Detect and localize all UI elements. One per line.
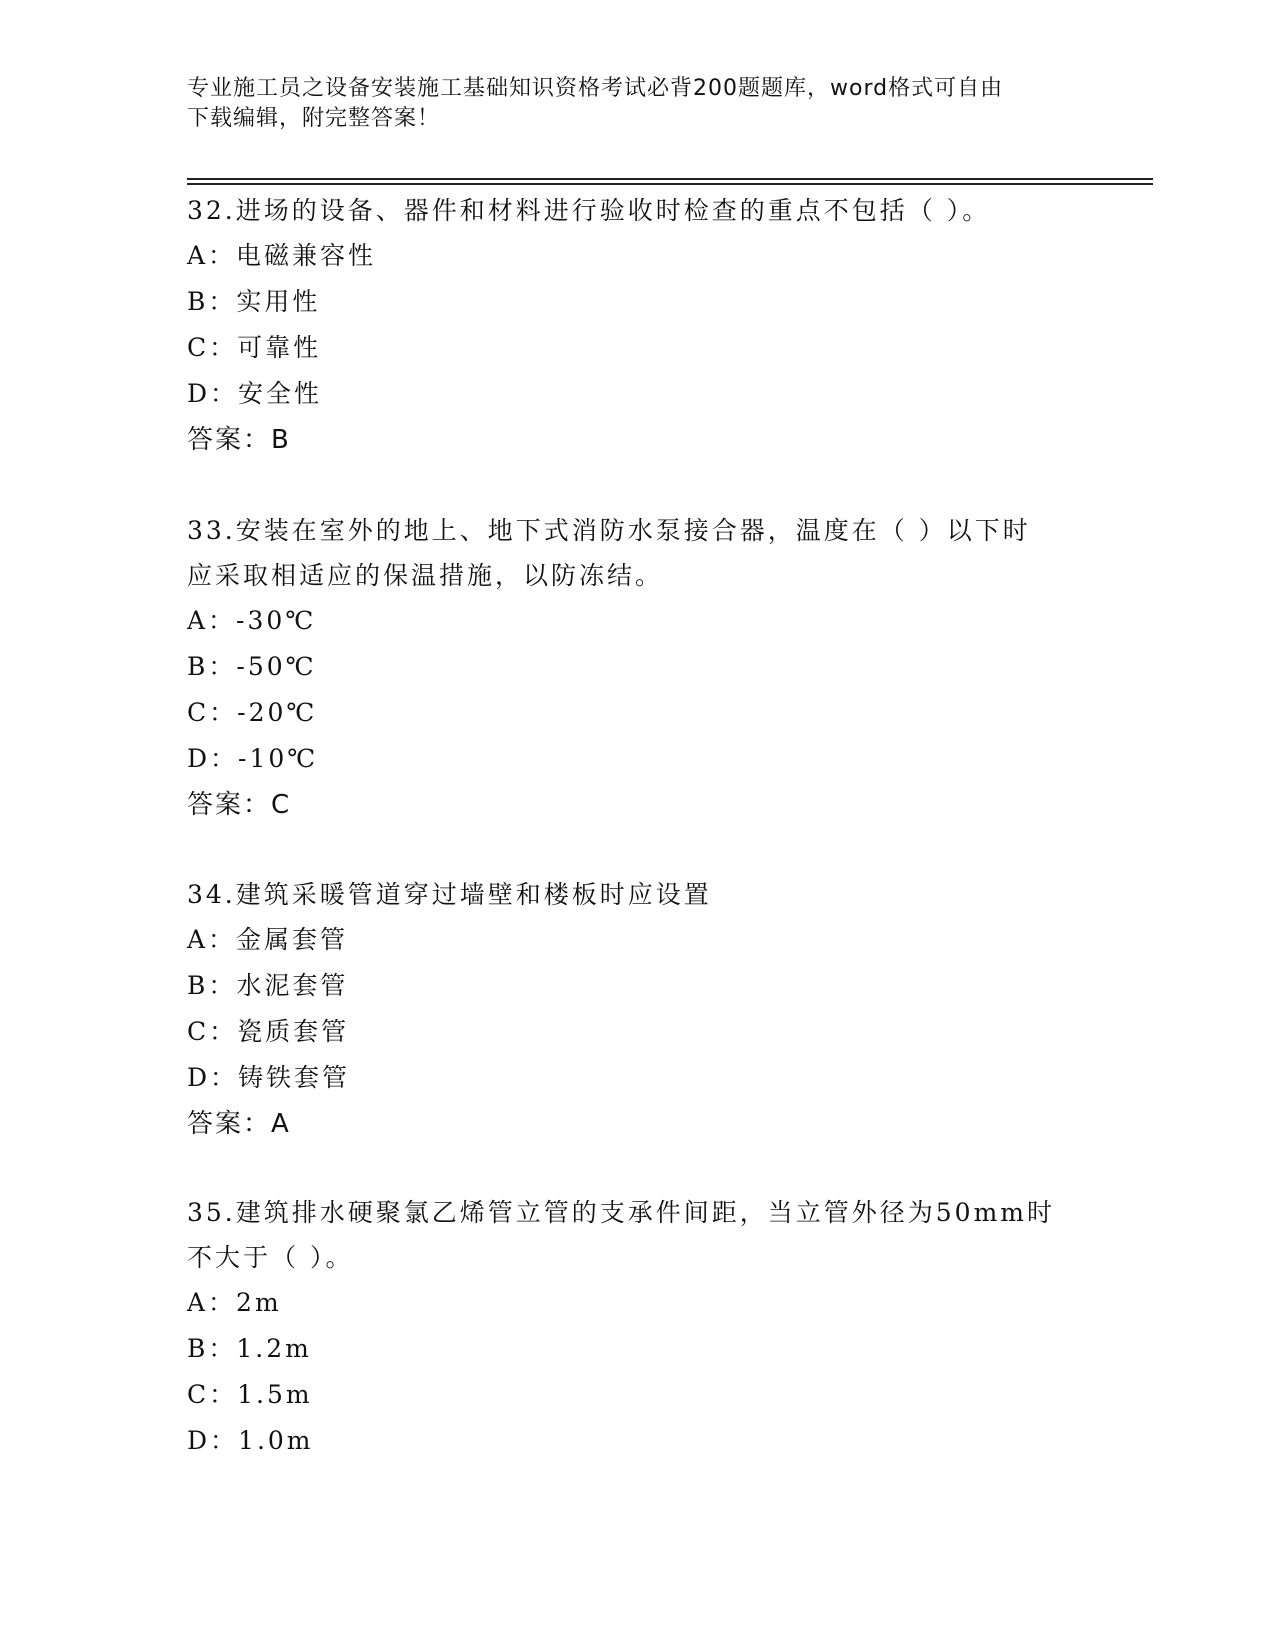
answer: 答案：C bbox=[187, 790, 292, 820]
question-33 bbox=[187, 508, 1067, 828]
question-stem: 34.建筑采暖管道穿过墙壁和楼板时应设置 bbox=[187, 880, 712, 909]
option-a: A：-30℃ bbox=[187, 606, 317, 635]
question-stem: 32.进场的设备、器件和材料进行验收时检查的重点不包括（ ）。 bbox=[187, 196, 991, 225]
question-stem-line-2: 应采取相适应的保温措施，以防冻结。 bbox=[187, 561, 664, 590]
option-b: B：水泥套管 bbox=[187, 971, 349, 1000]
option-c: C：瓷质套管 bbox=[187, 1017, 350, 1046]
option-a: A：电磁兼容性 bbox=[187, 241, 377, 270]
option-d: D：安全性 bbox=[187, 379, 323, 408]
header-line-1: 专业施工员之设备安装施工基础知识资格考试必背200题题库，word格式可自由 bbox=[187, 76, 1004, 101]
option-b: B：-50℃ bbox=[187, 652, 317, 681]
option-d: D：铸铁套管 bbox=[187, 1063, 351, 1092]
header-divider-bottom bbox=[187, 183, 1153, 185]
option-c: C：-20℃ bbox=[187, 698, 318, 727]
question-stem-line-2: 不大于（ ）。 bbox=[187, 1243, 354, 1272]
document-header bbox=[187, 74, 1067, 134]
header-divider-top bbox=[187, 178, 1153, 180]
question-32 bbox=[187, 188, 1067, 463]
option-b: B：1.2m bbox=[187, 1334, 312, 1363]
question-stem-line-1: 35.建筑排水硬聚氯乙烯管立管的支承件间距，当立管外径为50mm时 bbox=[187, 1198, 1055, 1227]
option-b: B：实用性 bbox=[187, 287, 321, 316]
question-stem-line-1: 33.安装在室外的地上、地下式消防水泵接合器，温度在（ ）以下时 bbox=[187, 516, 1031, 545]
option-a: A：2m bbox=[187, 1288, 282, 1317]
option-d: D：1.0m bbox=[187, 1426, 314, 1455]
option-c: C：1.5m bbox=[187, 1380, 313, 1409]
answer: 答案：A bbox=[187, 1109, 291, 1139]
answer: 答案：B bbox=[187, 425, 291, 455]
option-d: D：-10℃ bbox=[187, 744, 319, 773]
question-34 bbox=[187, 872, 1067, 1147]
option-c: C：可靠性 bbox=[187, 333, 322, 362]
question-35 bbox=[187, 1190, 1067, 1464]
option-a: A：金属套管 bbox=[187, 925, 349, 954]
header-line-2: 下载编辑，附完整答案！ bbox=[187, 106, 441, 131]
